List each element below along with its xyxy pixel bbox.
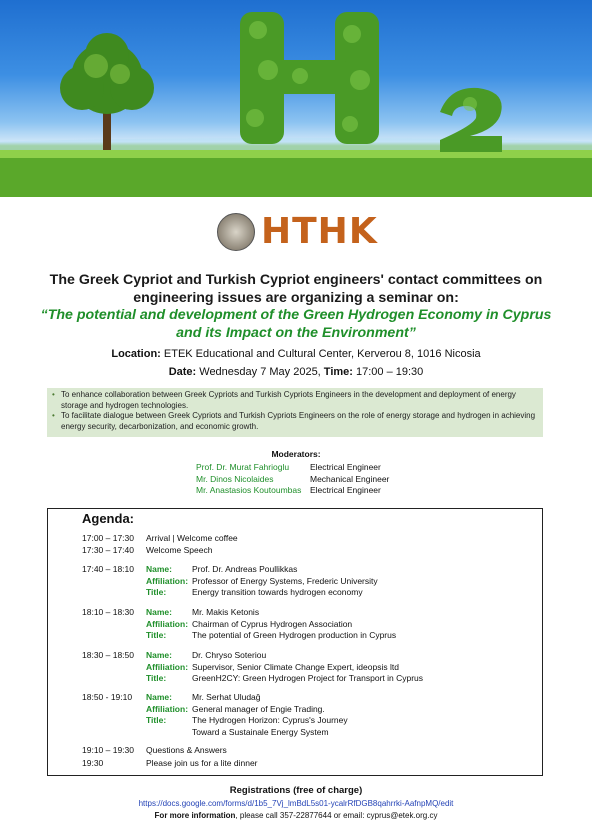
name-label: Name: (146, 650, 172, 660)
date-value: Wednesday 7 May 2025, (196, 366, 321, 378)
agenda-time: 19:30 (82, 758, 104, 768)
contact-info (0, 811, 592, 820)
affiliation-label: Affiliation: (146, 618, 189, 629)
date-line (0, 366, 592, 378)
speaker-name: Prof. Dr. Andreas Poullikkas (192, 564, 298, 574)
talk-title: The potential of Green Hydrogen production in Cyprus (192, 630, 397, 641)
title-label: Title: (146, 715, 167, 726)
agenda-time: 17:30 – 17:40 (82, 545, 134, 555)
moderator-row (196, 462, 389, 474)
speaker-name: Mr. Serhat Uludağ (192, 692, 261, 702)
registration-link[interactable]: https://docs.google.com/forms/d/1b5_7Vj_lmBdL5s01-ycalrRfDGB8qahrrki-AafnpMQ/edit (138, 799, 454, 808)
agenda-time: 18:10 – 18:30 (82, 607, 134, 617)
moderator-role: Mechanical Engineer (310, 473, 390, 484)
agenda-text: Questions & Answers (146, 745, 227, 755)
affiliation-label: Affiliation: (146, 661, 189, 672)
moderators-title: Moderators: (271, 449, 321, 459)
agenda-text: Arrival | Welcome coffee (146, 533, 238, 543)
logo-wordmark: HTHK (261, 211, 378, 252)
speaker-affiliation: General manager of Engie Trading. (192, 703, 325, 714)
moderator-name: Mr. Dinos Nicolaides (196, 473, 274, 484)
agenda-time: 19:10 – 19:30 (82, 745, 134, 755)
moderators-list (196, 462, 389, 497)
title-label: Title: (146, 630, 167, 641)
name-label: Name: (146, 564, 172, 574)
title-label: Title: (146, 587, 167, 598)
banner-illustration (0, 0, 592, 197)
etek-logo (217, 213, 378, 251)
agenda-time: 18:50 - 19:10 (82, 692, 133, 702)
location-line (0, 348, 592, 360)
moderator-role: Electrical Engineer (310, 462, 381, 472)
agenda-time: 17:40 – 18:10 (82, 564, 134, 574)
agenda-time: 17:00 – 17:30 (82, 533, 134, 543)
speaker-affiliation: Professor of Energy Systems, Frederic University (192, 575, 378, 586)
moderator-name: Mr. Anastasios Koutoumbas (196, 485, 302, 495)
headline-line-4: and its Impact on the Environment” (176, 324, 416, 341)
moderator-row (196, 485, 389, 497)
speaker-name: Dr. Chryso Soteriou (192, 650, 267, 660)
moderator-role: Electrical Engineer (310, 485, 381, 495)
headline-line-1: The Greek Cypriot and Turkish Cypriot engineers' contact committees on (49, 272, 543, 288)
agenda-time: 18:30 – 18:50 (82, 650, 134, 660)
goal-item: • To facilitate dialogue between Greek Cypriots and Turkish Cypriots Engineers on the role of energy storage and hydrogen in achieving energy security, decarbonization, and economic growth. (61, 411, 539, 432)
name-label: Name: (146, 607, 172, 617)
speaker-affiliation: Supervisor, Senior Climate Change Expert, ideopsis ltd (192, 661, 399, 672)
title-label: Title: (146, 673, 167, 684)
time-label: Time: (320, 366, 353, 378)
contact-info-text: , please call 357-22877644 or email: cyprus@etek.org.cy (235, 811, 438, 820)
talk-title-continued: Toward a Sustainale Energy System (192, 726, 329, 737)
talk-title: The Hydrogen Horizon: Cyprus's Journey (192, 715, 348, 726)
time-value: 17:00 – 19:30 (352, 366, 424, 378)
name-label: Name: (146, 692, 172, 702)
talk-title: Energy transition towards hydrogen economy (192, 587, 363, 598)
talk-title: GreenH2CY: Green Hydrogen Project for Transport in Cyprus (192, 673, 424, 684)
date-label: Date: (168, 366, 197, 378)
h2-hedge (240, 12, 502, 152)
goal-item: • To enhance collaboration between Greek Cypriots and Turkish Cypriots Engineers in the development and deployment of energy storage and hydrogen technologies. (61, 390, 539, 411)
seminar-headline (30, 272, 562, 342)
hero-banner (0, 0, 592, 197)
logo-seal-icon (217, 213, 255, 251)
registration-title: Registrations (free of charge) (229, 785, 363, 796)
moderator-row (196, 474, 389, 486)
contact-info-label: For more information (154, 811, 236, 820)
affiliation-label: Affiliation: (146, 703, 189, 714)
location-label: Location: (111, 348, 161, 360)
moderator-name: Prof. Dr. Murat Fahrioglu (196, 462, 290, 472)
location-value: ETEK Educational and Cultural Center, Kerverou 8, 1016 Nicosia (160, 348, 481, 360)
speaker-name: Mr. Makis Ketonis (192, 607, 260, 617)
affiliation-label: Affiliation: (146, 575, 189, 586)
goals-box (47, 388, 543, 437)
agenda-box (47, 508, 543, 776)
headline-line-2: engineering issues are organizing a seminar on: (133, 289, 459, 306)
speaker-affiliation: Chairman of Cyprus Hydrogen Association (192, 618, 353, 629)
headline-line-3: “The potential and development of the Green Hydrogen Economy in Cyprus (40, 307, 552, 323)
agenda-text: Please join us for a lite dinner (146, 758, 258, 768)
agenda-text: Welcome Speech (146, 545, 213, 555)
agenda-title: Agenda: (82, 511, 134, 526)
